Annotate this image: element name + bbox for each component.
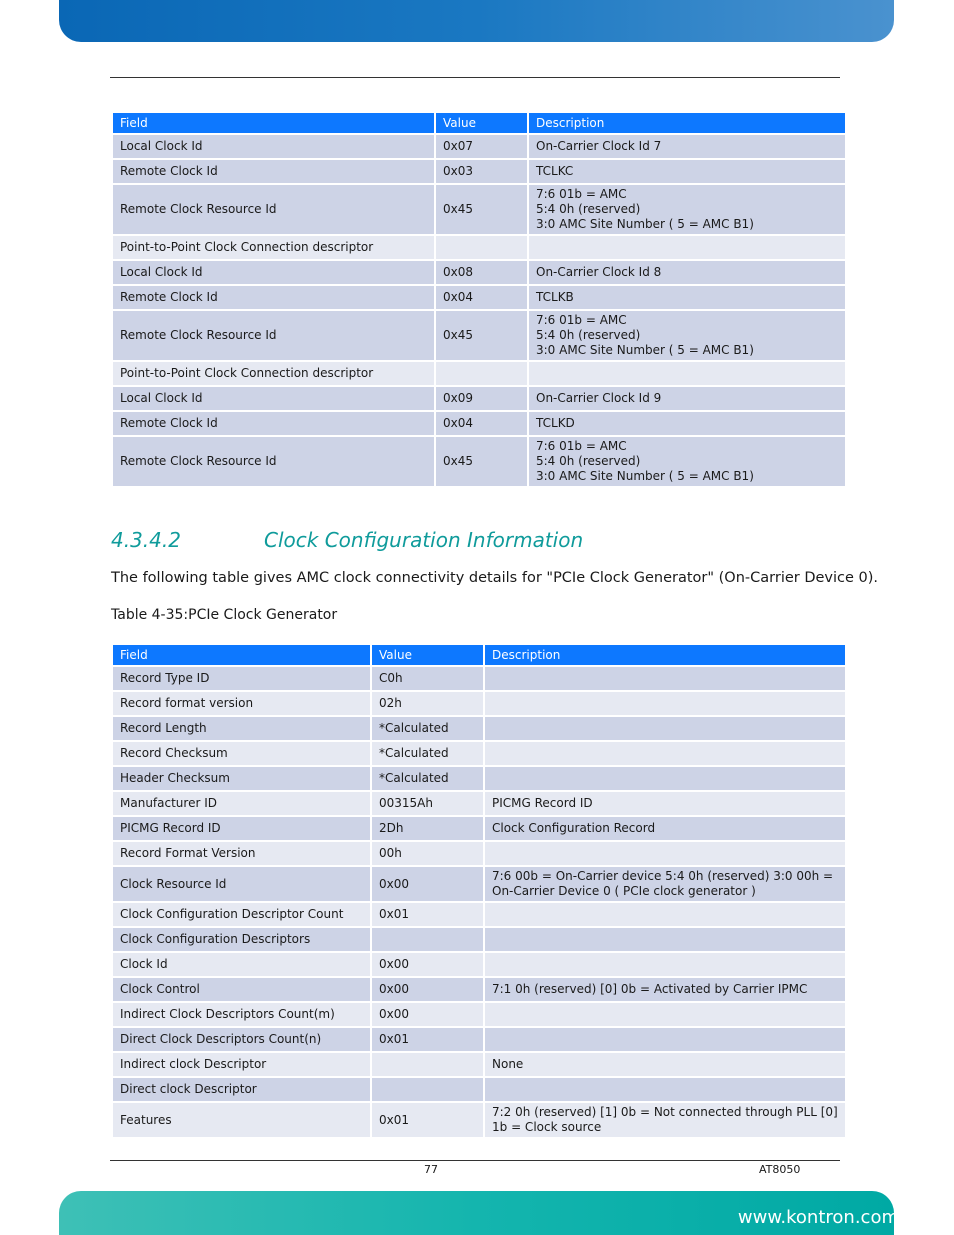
cell-field: Remote Clock Id: [113, 412, 434, 435]
table-row: [113, 742, 845, 765]
header-value: Value: [372, 645, 483, 665]
table-row: [113, 928, 845, 951]
cell-value: 0x01: [372, 903, 483, 926]
table-row: [113, 767, 845, 790]
cell-field: Remote Clock Id: [113, 286, 434, 309]
table-row: [113, 667, 845, 690]
cell-description: [485, 1078, 845, 1101]
table-row: [113, 1028, 845, 1051]
cell-value: 0x03: [436, 160, 527, 183]
cell-field: Point-to-Point Clock Connection descriptor: [113, 362, 434, 385]
cell-value: 0x01: [372, 1103, 483, 1137]
cell-field: Indirect Clock Descriptors Count(m): [113, 1003, 370, 1026]
header-value: Value: [436, 113, 527, 133]
table-row: [113, 185, 845, 234]
cell-description: TCLKB: [529, 286, 845, 309]
cell-field: Point-to-Point Clock Connection descriptor: [113, 236, 434, 259]
cell-description: Clock Configuration Record: [485, 817, 845, 840]
cell-description: TCLKC: [529, 160, 845, 183]
table-row: [113, 135, 845, 158]
cell-field: Remote Clock Resource Id: [113, 437, 434, 486]
cell-field: Record format version: [113, 692, 370, 715]
clock-connection-table: [111, 111, 847, 488]
cell-description: [485, 842, 845, 865]
cell-description: [485, 1003, 845, 1026]
cell-value: 0x07: [436, 135, 527, 158]
table-row: [113, 953, 845, 976]
cell-description: [485, 767, 845, 790]
header-description: Description: [529, 113, 845, 133]
table-row: [113, 1078, 845, 1101]
cell-value: C0h: [372, 667, 483, 690]
cell-value: 0x01: [372, 1028, 483, 1051]
cell-description: [529, 236, 845, 259]
cell-description: [485, 692, 845, 715]
cell-description: [529, 362, 845, 385]
cell-value: *Calculated: [372, 742, 483, 765]
table-row: [113, 437, 845, 486]
table-row: [113, 160, 845, 183]
table-row: [113, 867, 845, 901]
cell-value: 0x00: [372, 1003, 483, 1026]
table-row: [113, 261, 845, 284]
table-caption: Table 4-35:PCIe Clock Generator: [111, 607, 338, 623]
pcie-clock-generator-table: [111, 643, 847, 1139]
cell-value: [372, 1078, 483, 1101]
cell-description: 7:6 01b = AMC 5:4 0h (reserved) 3:0 AMC Site Number ( 5 = AMC B1): [529, 185, 845, 234]
table-row: [113, 1003, 845, 1026]
table-row: [113, 692, 845, 715]
cell-field: Header Checksum: [113, 767, 370, 790]
cell-field: Features: [113, 1103, 370, 1137]
cell-value: 0x45: [436, 311, 527, 360]
cell-description: [485, 928, 845, 951]
cell-description: 7:2 0h (reserved) [1] 0b = Not connected through PLL [0] 1b = Clock source: [485, 1103, 845, 1137]
cell-description: [485, 953, 845, 976]
cell-value: *Calculated: [372, 717, 483, 740]
cell-description: On-Carrier Clock Id 9: [529, 387, 845, 410]
cell-description: [485, 903, 845, 926]
cell-field: Remote Clock Resource Id: [113, 311, 434, 360]
cell-field: Record Length: [113, 717, 370, 740]
cell-field: Local Clock Id: [113, 261, 434, 284]
table-row: [113, 842, 845, 865]
section-heading: [111, 528, 583, 552]
cell-value: 0x45: [436, 437, 527, 486]
cell-field: Record Checksum: [113, 742, 370, 765]
cell-value: 0x00: [372, 953, 483, 976]
cell-value: 2Dh: [372, 817, 483, 840]
table-row: [113, 717, 845, 740]
cell-description: On-Carrier Clock Id 7: [529, 135, 845, 158]
cell-field: Direct Clock Descriptors Count(n): [113, 1028, 370, 1051]
table-row: [113, 817, 845, 840]
page-number: 77: [424, 1163, 438, 1176]
document-id: AT8050: [759, 1163, 801, 1176]
cell-field: Record Format Version: [113, 842, 370, 865]
cell-value: *Calculated: [372, 767, 483, 790]
cell-description: 7:1 0h (reserved) [0] 0b = Activated by Carrier IPMC: [485, 978, 845, 1001]
cell-value: 00h: [372, 842, 483, 865]
cell-value: 0x00: [372, 867, 483, 901]
cell-field: Clock Id: [113, 953, 370, 976]
cell-field: Remote Clock Id: [113, 160, 434, 183]
cell-description: On-Carrier Clock Id 8: [529, 261, 845, 284]
footer-rule: [110, 1160, 840, 1161]
cell-field: Local Clock Id: [113, 387, 434, 410]
cell-field: PICMG Record ID: [113, 817, 370, 840]
cell-value: 0x00: [372, 978, 483, 1001]
cell-description: [485, 717, 845, 740]
cell-description: [485, 667, 845, 690]
table-row: [113, 387, 845, 410]
cell-description: 7:6 01b = AMC 5:4 0h (reserved) 3:0 AMC Site Number ( 5 = AMC B1): [529, 437, 845, 486]
cell-description: None: [485, 1053, 845, 1076]
cell-value: 0x45: [436, 185, 527, 234]
table-row: [113, 1103, 845, 1137]
table-row: [113, 362, 845, 385]
cell-value: 0x09: [436, 387, 527, 410]
header-rule: [110, 77, 840, 78]
cell-field: Clock Resource Id: [113, 867, 370, 901]
cell-value: 02h: [372, 692, 483, 715]
intro-paragraph: The following table gives AMC clock connectivity details for "PCIe Clock Generator" (On-Carrier Device 0).: [111, 570, 879, 586]
cell-description: 7:6 00b = On-Carrier device 5:4 0h (reserved) 3:0 00h = On-Carrier Device 0 ( PCIe clock generator ): [485, 867, 845, 901]
table-row: [113, 1053, 845, 1076]
cell-field: Clock Control: [113, 978, 370, 1001]
section-number: 4.3.4.2: [111, 528, 181, 552]
cell-value: [436, 362, 527, 385]
table-header-row: [113, 113, 845, 133]
table-header-row: [113, 645, 845, 665]
cell-field: Record Type ID: [113, 667, 370, 690]
table-row: [113, 792, 845, 815]
cell-field: Local Clock Id: [113, 135, 434, 158]
header-field: Field: [113, 113, 434, 133]
cell-description: PICMG Record ID: [485, 792, 845, 815]
header-description: Description: [485, 645, 845, 665]
section-title: Clock Configuration Information: [264, 528, 584, 552]
cell-field: Indirect clock Descriptor: [113, 1053, 370, 1076]
cell-field: Direct clock Descriptor: [113, 1078, 370, 1101]
cell-description: [485, 1028, 845, 1051]
table-row: [113, 311, 845, 360]
cell-value: 0x04: [436, 286, 527, 309]
table-row: [113, 412, 845, 435]
cell-description: TCLKD: [529, 412, 845, 435]
table-row: [113, 978, 845, 1001]
cell-value: [372, 928, 483, 951]
cell-description: [485, 742, 845, 765]
cell-value: [436, 236, 527, 259]
cell-value: 0x08: [436, 261, 527, 284]
cell-description: 7:6 01b = AMC 5:4 0h (reserved) 3:0 AMC Site Number ( 5 = AMC B1): [529, 311, 845, 360]
table-row: [113, 286, 845, 309]
cell-value: 0x04: [436, 412, 527, 435]
cell-field: Clock Configuration Descriptor Count: [113, 903, 370, 926]
cell-value: [372, 1053, 483, 1076]
cell-field: Remote Clock Resource Id: [113, 185, 434, 234]
cell-value: 00315Ah: [372, 792, 483, 815]
cell-field: Manufacturer ID: [113, 792, 370, 815]
cell-field: Clock Configuration Descriptors: [113, 928, 370, 951]
header-field: Field: [113, 645, 370, 665]
table-row: [113, 236, 845, 259]
table-row: [113, 903, 845, 926]
header-banner: [59, 0, 894, 42]
website-link[interactable]: www.kontron.com: [737, 1207, 899, 1228]
